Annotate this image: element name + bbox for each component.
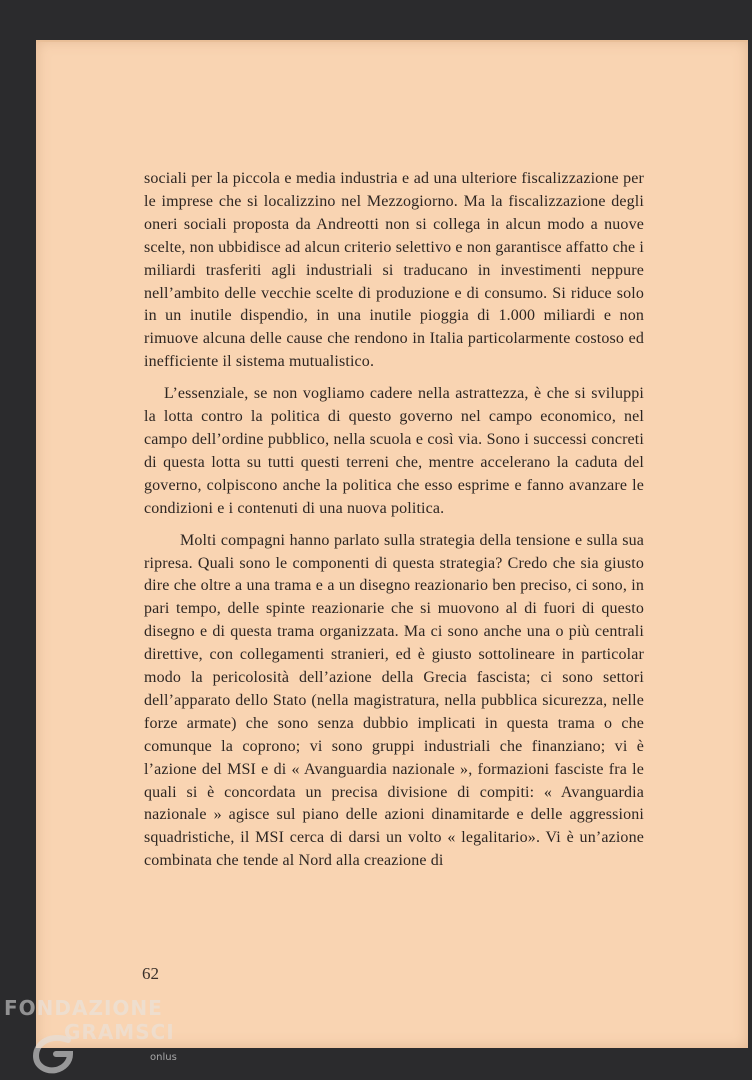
paragraph-1: sociali per la piccola e media industria e ad una ulteriore fiscalizzazione per le imprese che si localizzino nel Mezzogiorno. Ma la fiscalizzazione degli oneri sociali proposta da Andreotti non si collega in alcun modo a nuove scelte, non ubbidisce ad alcun criterio selettivo e non garantisce affatto che i miliardi trasferiti agli industriali si traducano in investimenti neppure nell’ambito delle vecchie scelte di produzione e di consumo. Si riduce solo in un inutile dispendio, in una inutile pioggia di 1.000 miliardi e non rimuove alcuna delle cause che rendono in Italia particolarmente costoso ed inefficiente il sistema mutualistico.: [144, 170, 644, 371]
watermark-line1: FONDAZIONE: [4, 996, 163, 1020]
paragraph-2: L’essenziale, se non vogliamo cadere nella astrattezza, è che si sviluppi la lotta contro la politica di questo governo nel campo economico, nel campo dell’ordine pubblico, nella scuola e così via. Sono i successi concreti di questa lotta su tutti questi terreni che, mentre accelerano la caduta del governo, colpiscono anche la politica che esso esprime e fanno avanzare le condizioni e i contenuti di una nuova politica.: [144, 385, 644, 517]
page-body-text: [144, 168, 644, 873]
watermark-sub: onlus: [150, 1052, 177, 1063]
page-number: 62: [142, 964, 159, 983]
watermark-logo-icon: [30, 1032, 78, 1074]
watermark-line2: GRAMSCI: [64, 1020, 175, 1044]
page-top-edge: [36, 40, 748, 42]
paragraph-3: Molti compagni hanno parlato sulla strategia della tensione e sulla sua ripresa. Quali sono le componenti di questa strategia? Credo che sia giusto dire che oltre a una trama e a un disegno reazionario ben preciso, ci sono, in pari tempo, delle spinte reazionarie che si muovono al di fuori di questo disegno e di questa trama organizzata. Ma ci sono anche una o più centrali direttive, con collegamenti stranieri, ed è giusto sottolineare in particolar modo la pericolosità dell’azione della Grecia fascista; ci sono settori dell’apparato dello Stato (nella magistratura, nella pubblica sicurezza, nelle forze armate) che sono senza dubbio implicati in questa trama o che comunque la coprono; vi sono gruppi industriali che finanziano; vi è l’azione del MSI e di « Avanguardia nazionale », formazioni fasciste fra le quali si è concordata un precisa divisione di compiti: « Avanguardia nazionale » agisce sul piano delle azioni dinamitarde e delle aggressioni squadristiche, il MSI cerca di darsi un volto « legalitario». Vi è un’azione combinata che tende al Nord alla creazione di: [144, 531, 644, 870]
watermark: [4, 996, 204, 1078]
